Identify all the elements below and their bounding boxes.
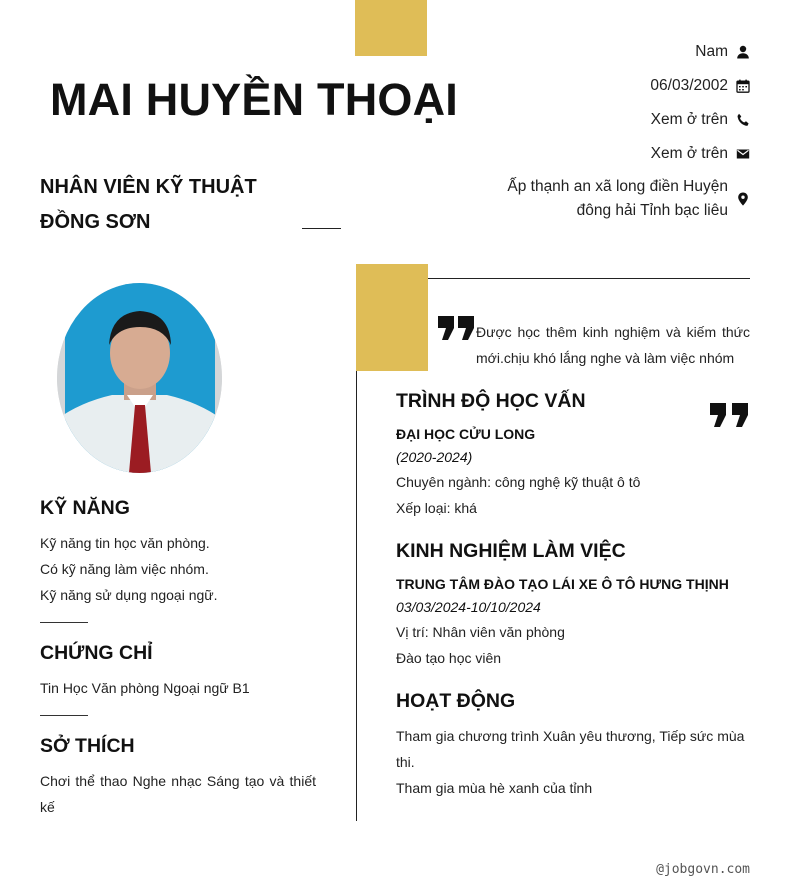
skills-heading: KỸ NĂNG [40,497,130,519]
experience-heading: KINH NGHIỆM LÀM VIỆC [396,540,626,562]
skills-list [40,530,320,608]
address-text: Ấp thạnh an xã long điền Huyện đông hải Tỉnh bạc liêu [507,178,728,219]
quote-close-icon [708,373,750,439]
section-divider [40,622,88,623]
full-name: MAI HUYỀN THOẠI [50,74,458,125]
gold-accent-top [355,0,427,56]
avatar [57,283,222,473]
calendar-icon [736,79,750,93]
school-name: ĐẠI HỌC CỬU LONG [396,426,536,442]
column-divider [356,370,357,821]
education-period: (2020-2024) [396,449,473,465]
activity-item: Tham gia mùa hè xanh của tỉnh [396,780,593,796]
phone-icon [736,113,750,127]
contact-email [651,142,750,166]
skill-item: Kỹ năng sử dụng ngoại ngữ. [40,587,218,603]
mail-icon [736,147,750,161]
birthday-text: 06/03/2002 [650,77,728,94]
education-major: Chuyên ngành: công nghệ kỹ thuật ô tô [396,474,641,490]
contact-birthday [650,74,750,98]
quote-open-icon [436,286,476,352]
gender-text: Nam [695,43,728,60]
profile-photo [57,283,222,473]
contact-address [488,175,750,223]
location-pin-icon [736,192,750,206]
person-icon [736,45,750,59]
experience-duty: Đào tạo học viên [396,650,502,666]
activities-list [396,723,750,801]
gold-accent-middle [356,264,428,371]
certificates-text: Tin Học Văn phòng Ngoại ngữ B1 [40,680,250,696]
experience-details [396,619,736,671]
section-divider [40,715,88,716]
education-heading: TRÌNH ĐỘ HỌC VẤN [396,390,586,412]
hobbies-text: Chơi thể thao Nghe nhạc Sáng tạo và thiết kế [40,773,316,815]
education-details [396,469,736,521]
activities-heading: HOẠT ĐỘNG [396,690,516,712]
contact-phone [651,108,750,132]
education-grade: Xếp loại: khá [396,500,477,516]
activity-item: Tham gia chương trình Xuân yêu thương, Tiếp sức mùa thi. [396,728,745,770]
skill-item: Có kỹ năng làm việc nhóm. [40,561,209,577]
objective-text: Được học thêm kinh nghiệm và kiếm thức mới.chịu khó lắng nghe và làm việc nhóm [476,324,750,366]
watermark: @jobgovn.com [656,862,750,877]
contact-gender [695,40,750,64]
hobbies-heading: SỞ THÍCH [40,735,135,757]
phone-text: Xem ở trên [650,111,728,128]
skill-item: Kỹ năng tin học văn phòng. [40,535,210,551]
experience-position: Vị trí: Nhân viên văn phòng [396,624,565,640]
title-divider [302,228,341,229]
quote-divider [428,278,750,279]
experience-period: 03/03/2024-10/10/2024 [396,599,541,615]
company-name: TRUNG TÂM ĐÀO TẠO LÁI XE Ô TÔ HƯNG THỊNH [396,576,729,592]
certificates-heading: CHỨNG CHỈ [40,642,153,664]
job-title: NHÂN VIÊN KỸ THUẬT ĐỒNG SƠN [40,176,257,233]
email-text: Xem ở trên [650,145,728,162]
